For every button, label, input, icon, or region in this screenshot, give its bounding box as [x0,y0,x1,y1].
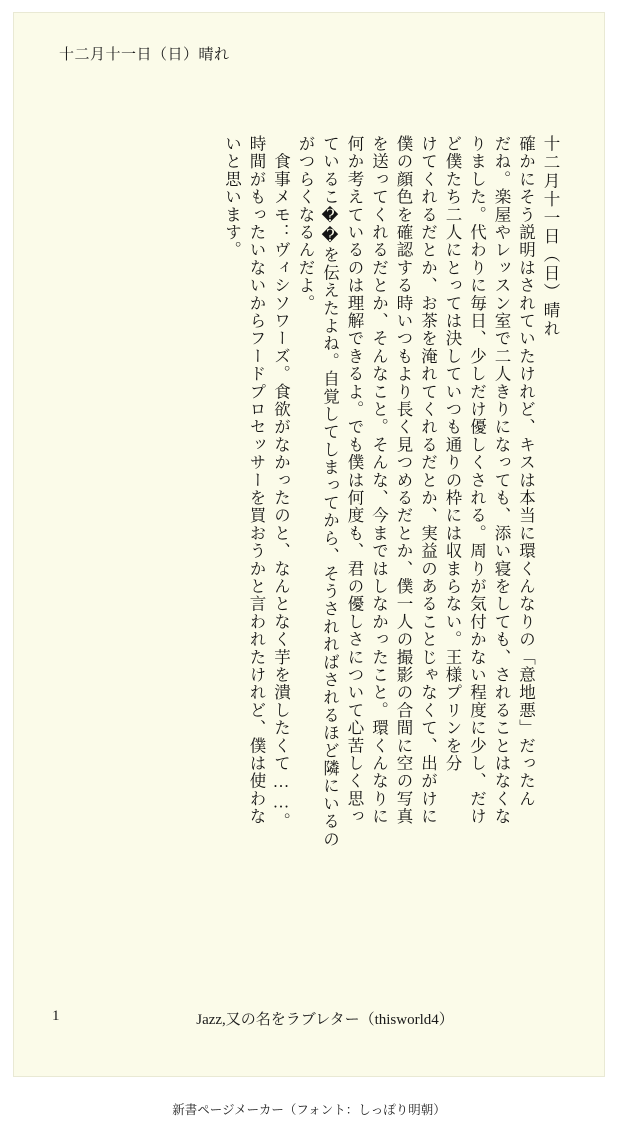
page-number: 1 [52,1008,60,1024]
body-line-4: ど僕たち二人にとっては決していつも通りの枠には収まらない。王様プリンを分 [443,135,462,773]
body-line-9: ているこ��を伝えたよね。自覚してしまってから、そうされればされるほど隣にいるの [320,135,340,848]
body-line-11: 食事メモ：ヴィシソワーズ。食欲がなかったのと、なんとなく芋を潰したくて……。 [271,135,291,831]
diary-title-line: 十二月十一日（日）晴れ [541,135,560,339]
body-line-10: がつらくなるんだよ。 [296,135,315,312]
book-title: Jazz,又の名をラブレター（thisworld4） [196,1012,454,1028]
page-footer [14,1008,606,1038]
body-line-1: 確かにそう説明はされていたけれど、キスは本当に環くんなりの「意地悪」だったん [516,135,536,808]
body-line-8: 何か考えているのは理解できるよ。でも僕は何度も、君の優しさについて心苦しく思っ [345,135,364,826]
body-line-5: けてくれるだとか、お茶を淹れてくれるだとか、実益のあることじゃなくて、出がけに [418,135,438,826]
body-line-7: を送ってくれるだとか、そんなこと。そんな、今まではしなかったこと。環くんなりに [369,135,389,826]
generator-caption: 新書ページメーカー（フォント：しっぽり明朝） [172,1103,446,1117]
body-line-6: 僕の顔色を確認する時いつもより長く見つめるだとか、僕一人の撮影の合間に空の写真 [394,135,413,826]
header-date: 十二月十一日（日）晴れ [59,47,230,63]
body-line-12: 時間がもったいないからフードプロセッサーを買おうかと言われたけれど、僕は使わな [247,135,266,826]
body-line-13: いと思います。 [222,135,242,259]
paper-sheet [13,12,605,1077]
vertical-text-body [62,135,558,935]
body-line-3: りました。代わりに毎日、少しだけ優しくされる。周りが気付かない程度に少し、だけ [467,135,487,826]
body-line-2: だね。楽屋やレッスン室で二人きりになっても、添い寝をしても、されることはなくな [492,135,511,826]
